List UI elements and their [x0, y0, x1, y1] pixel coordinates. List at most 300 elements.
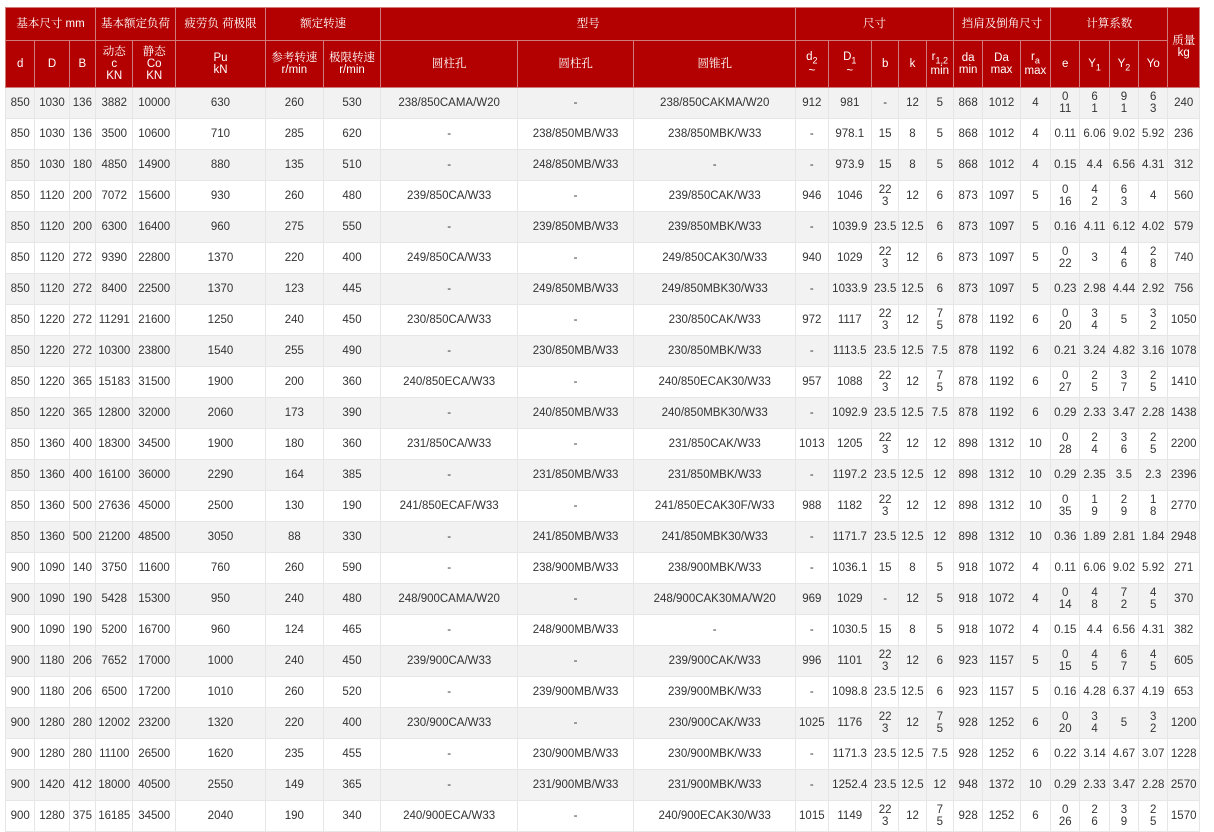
cell-D — [35, 398, 69, 429]
cell-value: 22800 — [138, 251, 171, 264]
cell-ref-speed — [266, 336, 324, 367]
cell-r12 — [926, 429, 953, 460]
cell-Yo — [1139, 429, 1168, 460]
cell-value: 1176 — [837, 716, 863, 729]
r12-base: r — [931, 51, 936, 63]
cell-value: 6 — [1032, 406, 1039, 419]
cell-value: 756 — [1174, 282, 1194, 295]
cell-value: 255 — [284, 344, 304, 357]
cell-Y2 — [1109, 305, 1138, 336]
cell-value: 900 — [10, 561, 30, 574]
cell-d2 — [796, 770, 828, 801]
cell-ra — [1020, 460, 1050, 491]
cell-value: 1312 — [988, 530, 1015, 543]
cell-value: 850 — [10, 375, 30, 388]
cell-value: 238/900MBK/W33 — [668, 561, 762, 574]
cell-cyl-bore-2 — [517, 677, 633, 708]
cell-value: 510 — [342, 158, 362, 171]
cell-value: 240/900ECA/W33 — [403, 809, 496, 822]
header-col-k: k — [899, 41, 926, 88]
cell-value: 230/850CAK/W33 — [668, 313, 761, 326]
cell-value: - — [809, 685, 814, 698]
cell-value: 206 — [72, 685, 92, 698]
cell-Yo — [1139, 770, 1168, 801]
cell-value: 530 — [342, 96, 362, 109]
cell-value: 15600 — [138, 189, 171, 202]
cell-e — [1051, 584, 1080, 615]
cell-value: - — [447, 220, 452, 233]
cell-value: - — [573, 96, 578, 109]
cell-value: - — [573, 716, 578, 729]
table-row — [6, 615, 1200, 646]
cell-value: - — [809, 561, 814, 574]
cell-k — [899, 336, 926, 367]
cell-value: 1280 — [39, 809, 65, 822]
cell-value: 260 — [284, 189, 304, 202]
cell-value: 1029 — [836, 592, 863, 605]
cell-value: 22 3 — [878, 431, 892, 456]
cell-cyl-bore-2 — [517, 770, 633, 801]
cell-value: 17000 — [138, 654, 171, 667]
cell-value: 15300 — [138, 592, 171, 605]
cell-d — [6, 708, 35, 739]
header-group-fatigue-load-limit: 疲劳负 荷极限 — [175, 8, 265, 41]
cell-value: 12.5 — [901, 344, 924, 357]
cell-mass — [1168, 367, 1200, 398]
cell-cyl-bore-1 — [381, 770, 518, 801]
cell-value: - — [573, 809, 578, 822]
cell-D1 — [828, 801, 872, 832]
header-col-taper-bore: 圆锥孔 — [634, 41, 796, 88]
cell-value: - — [447, 344, 452, 357]
cell-value: 0.29 — [1054, 468, 1077, 481]
cell-mass — [1168, 305, 1200, 336]
header-group-speed-ratings: 额定转速 — [266, 8, 381, 41]
cell-value: 23.5 — [873, 778, 897, 791]
cell-B — [69, 88, 95, 119]
cell-value: 5.92 — [1142, 127, 1165, 140]
r12-min: min — [930, 65, 950, 77]
cell-value: 878 — [958, 313, 978, 326]
cell-value: 23.5 — [873, 685, 897, 698]
cell-value: 1012 — [988, 127, 1015, 140]
cell-value: 249/850MB/W33 — [532, 282, 619, 295]
cell-value: 1030 — [39, 127, 65, 140]
cell-b — [872, 584, 899, 615]
cell-value: 248/850MB/W33 — [532, 158, 619, 171]
cell-cyl-bore-2 — [517, 615, 633, 646]
cell-value: 4 5 — [1150, 586, 1157, 611]
cell-Co — [133, 770, 175, 801]
cell-value: 12002 — [98, 716, 131, 729]
cell-value: 972 — [802, 313, 822, 326]
cell-Yo — [1139, 801, 1168, 832]
cell-value: - — [809, 344, 814, 357]
cell-Pu — [175, 181, 265, 212]
cell-value: 180 — [284, 437, 304, 450]
cell-value: 3882 — [101, 96, 128, 109]
cell-Y1 — [1080, 243, 1109, 274]
cell-Pu — [175, 460, 265, 491]
cell-da — [953, 398, 982, 429]
cell-value: 1.89 — [1083, 530, 1106, 543]
cell-d2 — [796, 522, 828, 553]
cell-value: 15 — [878, 127, 892, 140]
cell-Pu — [175, 708, 265, 739]
cell-cyl-bore-2 — [517, 150, 633, 181]
cell-cyl-bore-1 — [381, 150, 518, 181]
cell-value: 918 — [958, 561, 978, 574]
cell-value: 3750 — [101, 561, 128, 574]
cell-taper-bore — [634, 677, 796, 708]
cell-ref-speed — [266, 88, 324, 119]
cell-Y1 — [1080, 150, 1109, 181]
cell-value: 9.02 — [1112, 561, 1136, 574]
cell-D1 — [828, 398, 872, 429]
cell-Pu — [175, 429, 265, 460]
cell-value: 950 — [210, 592, 231, 605]
cell-ra — [1020, 305, 1050, 336]
cell-ra — [1020, 212, 1050, 243]
cell-value: 32000 — [138, 406, 171, 419]
cell-e — [1051, 429, 1080, 460]
cell-value: 385 — [342, 468, 362, 481]
cell-value: 12800 — [98, 406, 131, 419]
cell-mass — [1168, 491, 1200, 522]
cell-Da — [983, 522, 1020, 553]
table-row — [6, 398, 1200, 429]
cell-Pu — [175, 88, 265, 119]
cell-ref-speed — [266, 615, 324, 646]
cell-d — [6, 336, 35, 367]
cell-value: 23.5 — [873, 344, 897, 357]
cell-Y2 — [1109, 181, 1138, 212]
cell-cyl-bore-1 — [381, 429, 518, 460]
cell-Pu — [175, 212, 265, 243]
header-col-C-label: 动态 c KN — [102, 45, 126, 82]
cell-cyl-bore-1 — [381, 181, 518, 212]
cell-value: 850 — [10, 499, 30, 512]
cell-value: 1157 — [989, 654, 1014, 667]
cell-d2 — [796, 150, 828, 181]
cell-value: 0.21 — [1054, 344, 1077, 357]
cell-cyl-bore-2 — [517, 460, 633, 491]
cell-Da — [983, 677, 1020, 708]
cell-value: 220 — [284, 716, 304, 729]
cell-value: 140 — [72, 561, 92, 574]
cell-value: 231/850MBK/W33 — [668, 468, 762, 481]
cell-e — [1051, 553, 1080, 584]
cell-value: 3.14 — [1083, 747, 1106, 760]
cell-e — [1051, 677, 1080, 708]
cell-D — [35, 646, 69, 677]
cell-Y2 — [1109, 150, 1138, 181]
cell-value: 3.47 — [1112, 778, 1136, 791]
cell-C — [96, 212, 133, 243]
cell-value: 11100 — [99, 747, 130, 760]
cell-C — [96, 615, 133, 646]
cell-value: 2200 — [1170, 437, 1197, 450]
cell-Co — [133, 522, 175, 553]
cell-k — [899, 305, 926, 336]
cell-value: 940 — [802, 251, 822, 264]
cell-da — [953, 88, 982, 119]
cell-Y1 — [1080, 429, 1109, 460]
cell-d2 — [796, 646, 828, 677]
cell-lim-speed — [323, 212, 381, 243]
cell-value: 1 8 — [1150, 493, 1157, 518]
cell-value: 4.02 — [1142, 220, 1165, 233]
cell-Co — [133, 553, 175, 584]
cell-C — [96, 460, 133, 491]
cell-ra — [1020, 739, 1050, 770]
cell-value: - — [809, 127, 814, 140]
cell-value: 2550 — [207, 778, 234, 791]
cell-ra — [1020, 398, 1050, 429]
cell-value: 249/850CAK30/W33 — [662, 251, 768, 264]
header-mass-label: 质量 kg — [1172, 35, 1196, 59]
cell-value: - — [447, 530, 452, 543]
cell-b — [872, 336, 899, 367]
cell-value: 0 11 — [1059, 90, 1072, 115]
cell-cyl-bore-2 — [517, 305, 633, 336]
cell-Y2 — [1109, 677, 1138, 708]
cell-cyl-bore-2 — [517, 801, 633, 832]
cell-value: 2770 — [1170, 499, 1197, 512]
cell-value: 230/900MBK/W33 — [668, 747, 762, 760]
cell-value: 3 — [1091, 251, 1098, 264]
cell-value: 0.22 — [1054, 747, 1077, 760]
Y1-sub: 1 — [1095, 62, 1101, 73]
cell-value: 850 — [10, 220, 30, 233]
cell-value: 330 — [342, 530, 362, 543]
cell-Y1 — [1080, 801, 1109, 832]
header-mass — [1168, 8, 1200, 88]
cell-da — [953, 367, 982, 398]
cell-value: 900 — [10, 809, 30, 822]
cell-value: 124 — [284, 623, 304, 636]
cell-D — [35, 429, 69, 460]
cell-value: 12 — [906, 809, 919, 822]
cell-Yo — [1139, 274, 1168, 305]
cell-value: 5 — [936, 96, 943, 109]
cell-value: - — [447, 623, 452, 636]
cell-taper-bore — [634, 181, 796, 212]
cell-value: 248/900CAK30MA/W20 — [653, 592, 776, 605]
cell-d — [6, 274, 35, 305]
header-col-Co — [133, 41, 175, 88]
cell-value: 5200 — [101, 623, 128, 636]
cell-ra — [1020, 770, 1050, 801]
cell-value: 900 — [10, 623, 30, 636]
table-row — [6, 119, 1200, 150]
cell-Pu — [175, 553, 265, 584]
cell-taper-bore — [634, 274, 796, 305]
cell-value: 1030 — [39, 96, 65, 109]
cell-d — [6, 584, 35, 615]
cell-value: 6 — [1032, 344, 1039, 357]
cell-value: 1420 — [39, 778, 65, 791]
cell-value: 1410 — [1170, 375, 1197, 388]
header-col-B: B — [69, 41, 95, 88]
cell-D1 — [828, 150, 872, 181]
cell-value: 1180 — [39, 654, 65, 667]
cell-value: 1120 — [39, 189, 65, 202]
cell-Yo — [1139, 677, 1168, 708]
cell-value: 6 — [936, 282, 943, 295]
cell-value: 850 — [10, 158, 30, 171]
cell-value: 1360 — [39, 437, 65, 450]
cell-value: 240 — [284, 592, 304, 605]
cell-value: 12 — [906, 189, 919, 202]
cell-value: 900 — [10, 778, 30, 791]
cell-value: 6.06 — [1083, 127, 1106, 140]
cell-B — [69, 336, 95, 367]
cell-ref-speed — [266, 739, 324, 770]
cell-b — [872, 367, 899, 398]
cell-Yo — [1139, 367, 1168, 398]
cell-value: 3 2 — [1150, 710, 1157, 735]
cell-value: 1370 — [207, 251, 234, 264]
cell-value: 898 — [958, 437, 978, 450]
cell-value: 375 — [72, 809, 92, 822]
cell-d — [6, 305, 35, 336]
cell-value: 15183 — [98, 375, 131, 388]
cell-value: 0.16 — [1054, 220, 1077, 233]
cell-value: 16100 — [98, 468, 131, 481]
cell-r12 — [926, 243, 953, 274]
cell-value: 400 — [72, 437, 92, 450]
cell-d2 — [796, 460, 828, 491]
cell-value: 2 4 — [1091, 431, 1098, 456]
cell-value: 6 — [936, 654, 943, 667]
cell-mass — [1168, 553, 1200, 584]
cell-value: 850 — [10, 344, 30, 357]
cell-value: 5 — [1032, 282, 1039, 295]
cell-value: 239/900CAK/W33 — [668, 654, 761, 667]
cell-lim-speed — [323, 584, 381, 615]
cell-b — [872, 739, 899, 770]
cell-value: 6 — [936, 685, 943, 698]
cell-Y1 — [1080, 181, 1109, 212]
cell-Co — [133, 739, 175, 770]
cell-value: 3500 — [101, 127, 128, 140]
cell-value: 23.5 — [873, 220, 897, 233]
header-col-Da-label: Da max — [990, 51, 1013, 76]
cell-ref-speed — [266, 398, 324, 429]
cell-value: 23800 — [138, 344, 171, 357]
cell-taper-bore — [634, 646, 796, 677]
cell-cyl-bore-2 — [517, 522, 633, 553]
cell-r12 — [926, 491, 953, 522]
cell-b — [872, 460, 899, 491]
cell-C — [96, 305, 133, 336]
cell-value: 1092.9 — [832, 406, 868, 419]
cell-k — [899, 398, 926, 429]
cell-value: 16400 — [138, 220, 171, 233]
cell-value: 1252 — [988, 716, 1015, 729]
cell-da — [953, 553, 982, 584]
cell-value: 4 — [1150, 189, 1157, 202]
cell-D1 — [828, 646, 872, 677]
cell-value: 21200 — [98, 530, 131, 543]
cell-Co — [133, 336, 175, 367]
cell-value: 2.98 — [1083, 282, 1106, 295]
cell-value: 280 — [72, 747, 92, 760]
cell-lim-speed — [323, 646, 381, 677]
cell-ra — [1020, 615, 1050, 646]
cell-Pu — [175, 491, 265, 522]
cell-ref-speed — [266, 460, 324, 491]
cell-value: 390 — [342, 406, 362, 419]
cell-value: 12.5 — [901, 778, 924, 791]
cell-value: 560 — [1174, 189, 1194, 202]
cell-e — [1051, 119, 1080, 150]
cell-D — [35, 677, 69, 708]
cell-value: 1252 — [988, 809, 1015, 822]
cell-value: 1220 — [39, 406, 65, 419]
cell-Y2 — [1109, 801, 1138, 832]
cell-value: 18300 — [98, 437, 131, 450]
cell-value: 1192 — [989, 313, 1014, 326]
cell-value: 249/850CA/W33 — [406, 251, 492, 264]
header-col-Pu — [175, 41, 265, 88]
cell-B — [69, 460, 95, 491]
cell-Y2 — [1109, 398, 1138, 429]
cell-Da — [983, 646, 1020, 677]
cell-B — [69, 274, 95, 305]
cell-value: 5 — [936, 623, 943, 636]
cell-value: - — [573, 251, 578, 264]
cell-value: 500 — [72, 499, 92, 512]
cell-value: 1050 — [1170, 313, 1197, 326]
cell-Y1 — [1080, 615, 1109, 646]
cell-value: 1370 — [207, 282, 234, 295]
cell-e — [1051, 305, 1080, 336]
cell-d — [6, 367, 35, 398]
cell-value: - — [809, 220, 814, 233]
cell-r12 — [926, 646, 953, 677]
cell-r12 — [926, 336, 953, 367]
cell-value: 12.5 — [901, 685, 924, 698]
cell-b — [872, 522, 899, 553]
D1-base: D — [843, 51, 852, 63]
cell-r12 — [926, 708, 953, 739]
cell-cyl-bore-2 — [517, 429, 633, 460]
cell-value: 240 — [284, 654, 304, 667]
cell-D1 — [828, 708, 872, 739]
cell-value: 480 — [342, 592, 362, 605]
cell-value: 445 — [342, 282, 362, 295]
cell-Da — [983, 367, 1020, 398]
cell-mass — [1168, 274, 1200, 305]
cell-value: 1312 — [988, 499, 1015, 512]
cell-value: 850 — [10, 406, 30, 419]
cell-value: 220 — [284, 251, 304, 264]
cell-value: 1015 — [799, 809, 825, 822]
cell-ra — [1020, 119, 1050, 150]
cell-B — [69, 584, 95, 615]
cell-value: 1570 — [1170, 809, 1197, 822]
cell-value: 149 — [284, 778, 304, 791]
cell-lim-speed — [323, 305, 381, 336]
cell-value: 200 — [72, 189, 92, 202]
Y2-sub: 2 — [1125, 62, 1131, 73]
cell-value: 4.67 — [1112, 747, 1136, 760]
cell-Y2 — [1109, 119, 1138, 150]
table-row — [6, 801, 1200, 832]
cell-B — [69, 553, 95, 584]
